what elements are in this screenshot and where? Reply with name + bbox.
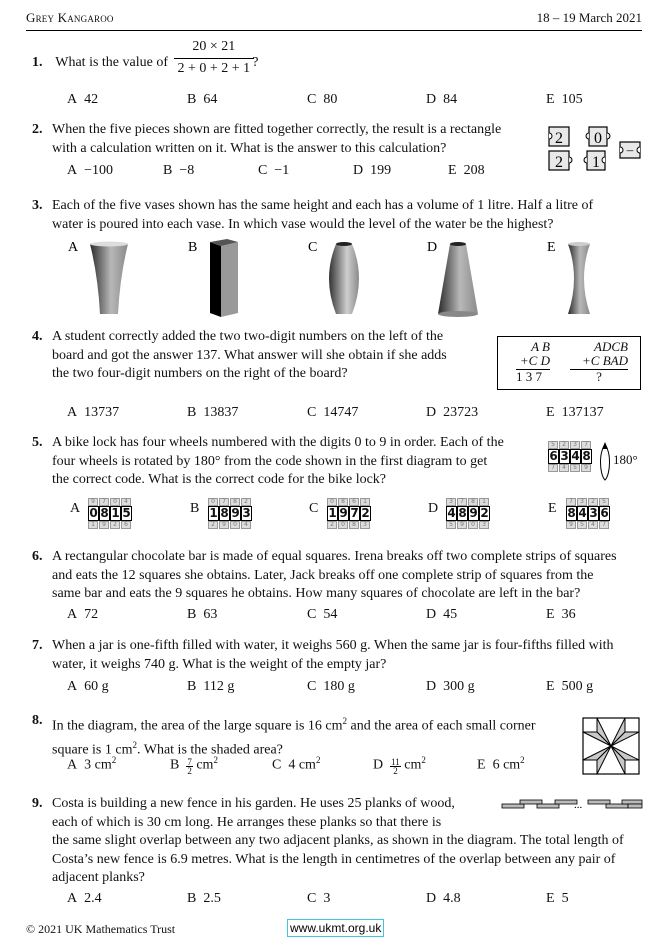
option-c[interactable]: C 80: [307, 92, 338, 107]
lock-digit: 0: [327, 498, 337, 506]
lock-wheels: [70, 498, 132, 529]
puzzle-piece: [549, 127, 569, 147]
lock-wheels: [309, 498, 371, 529]
lock-digit: 9: [99, 521, 109, 529]
lock-digit: 1: [111, 506, 120, 520]
lock-digit: 8: [349, 521, 359, 529]
lock-row-bot: [327, 521, 371, 529]
option-d[interactable]: D 45: [426, 607, 458, 622]
option-e[interactable]: E 137137: [546, 405, 604, 420]
options-q4: [67, 405, 627, 423]
lock-digit: 5: [577, 521, 587, 529]
option-b[interactable]: B 2.5: [187, 891, 221, 906]
competition-date: 18 – 19 March 2021: [536, 10, 642, 25]
lock-digit: 2: [480, 506, 489, 520]
lock-digit: 0: [110, 498, 120, 506]
options-q8: [67, 755, 627, 776]
lock-option-a[interactable]: A 9 7 0 4 0 8 1 5 1 9 2 6: [70, 498, 131, 528]
option-a[interactable]: A 3 $cm^2$: [67, 755, 117, 773]
question-8: [32, 712, 52, 731]
lock-digit: 8: [230, 498, 240, 506]
lock-digit: 3: [589, 506, 598, 520]
lock-digit: 8: [582, 449, 591, 463]
lock-digit: 0: [89, 506, 98, 520]
vase-label-c: C: [308, 240, 318, 255]
question-number: 7.: [32, 638, 43, 653]
vase-a: [90, 244, 128, 314]
question-4: [32, 328, 52, 347]
lock-digit: 8: [458, 506, 467, 520]
question-number: 6.: [32, 549, 43, 564]
option-c[interactable]: C −1: [258, 163, 290, 178]
lock-digit: 9: [88, 498, 98, 506]
lock-digit: 7: [566, 498, 576, 506]
lock-digit: 8: [220, 506, 229, 520]
lock-digit: 1: [360, 498, 370, 506]
option-e[interactable]: E 500 g: [546, 679, 594, 694]
vases-diagram: [60, 236, 620, 318]
option-d[interactable]: D 4.8: [426, 891, 461, 906]
lock-row-mid: [548, 449, 592, 464]
puzzle-piece: [549, 151, 572, 171]
lock-digit: 6: [600, 506, 609, 520]
question-text: In the diagram, the area of the large square is 16 $cm^2$ and the area of each small corner square is 1 $cm^2$. What is the shaded area?: [52, 716, 536, 758]
lock-digit: 4: [578, 506, 587, 520]
lock-digit: 3: [446, 498, 456, 506]
lock-digit: 4: [241, 521, 251, 529]
options-q6: [67, 607, 627, 625]
option-e[interactable]: E 6 $cm^2$: [477, 755, 525, 773]
puzzle-pieces-diagram: [544, 124, 644, 174]
option-e[interactable]: E 208: [448, 163, 485, 178]
lock-digit: 3: [577, 498, 587, 506]
lock-digit: 6: [121, 521, 131, 529]
option-d[interactable]: D 23723: [426, 405, 479, 420]
options-q9: [67, 891, 627, 909]
lock-wheels: [428, 498, 490, 529]
lock-digit: 9: [339, 506, 348, 520]
question-mark: ?: [252, 55, 259, 71]
puzzle-piece: [586, 127, 610, 147]
board-right-line2: +C BAD: [582, 353, 628, 368]
question-1: [32, 39, 259, 78]
lock-digit: 3: [570, 441, 580, 449]
lock-digit: 9: [231, 506, 240, 520]
lock-digit: 2: [361, 506, 370, 520]
vase-label-e: E: [547, 240, 556, 255]
lock-digit: 5: [599, 498, 609, 506]
option-b[interactable]: B $\frac{7}{2}$ $cm^2$: [170, 755, 218, 776]
option-d[interactable]: D 300 g: [426, 679, 475, 694]
lock-digit: 6: [349, 498, 359, 506]
lock-digit: 5: [446, 521, 456, 529]
options-q7: [67, 679, 627, 697]
option-b[interactable]: B 64: [187, 92, 218, 107]
copyright: © 2021 UK Mathematics Trust: [26, 922, 176, 936]
lock-row-bot: [446, 521, 490, 529]
lock-digit: 0: [208, 498, 218, 506]
star-square-diagram: [582, 717, 642, 777]
lock-digit: 8: [338, 498, 348, 506]
lock-digit: 5: [548, 441, 558, 449]
option-d[interactable]: D 199: [353, 163, 392, 178]
board-left-line2: +C D: [519, 353, 550, 368]
lock-digit: 1: [328, 506, 337, 520]
lock-digit: 9: [219, 521, 229, 529]
svg-text:2: 2: [555, 130, 563, 147]
question-text: What is the value of: [55, 55, 168, 71]
option-a[interactable]: A −100: [67, 163, 114, 178]
lock-row-mid: [208, 506, 252, 521]
board-right-result: ?: [570, 369, 628, 384]
lock-digit: 3: [479, 521, 489, 529]
option-b[interactable]: B 112 g: [187, 679, 235, 694]
lock-digit: 4: [588, 521, 598, 529]
lock-digit: 9: [457, 521, 467, 529]
lock-digit: 9: [581, 464, 591, 472]
lock-digit: 2: [208, 521, 218, 529]
lock-row-bot: [208, 521, 252, 529]
question-number: 2.: [32, 122, 43, 137]
vase-label-b: B: [188, 240, 198, 255]
planks-ellipsis: ...: [574, 799, 583, 811]
planks-diagram: [500, 795, 645, 811]
lock-diagram: [548, 441, 592, 474]
question-text: When the five pieces shown are fitted together correctly, the result is a rectangle with a calculation written on it. What is the answer to this calculation?: [52, 122, 502, 156]
option-e[interactable]: E 36: [546, 607, 576, 622]
lock-digit: 7: [457, 498, 467, 506]
option-a[interactable]: A 60 g: [67, 679, 109, 694]
question-3: [32, 197, 52, 216]
option-c[interactable]: C 4 $cm^2$: [272, 755, 321, 773]
lock-digit: 8: [468, 498, 478, 506]
lock-row-top: [88, 498, 132, 506]
lock-digit: 0: [338, 521, 348, 529]
lock-option-b[interactable]: B 0 7 8 2 1 8 9 3 2 9 0 4: [190, 498, 251, 528]
lock-digit: 7: [219, 498, 229, 506]
question-6: [32, 548, 52, 567]
board-left-line1: A B: [531, 339, 550, 354]
option-c[interactable]: C 54: [307, 607, 338, 622]
lock-digit: 4: [559, 464, 569, 472]
lock-digit: 2: [241, 498, 251, 506]
options-q2: [67, 163, 627, 181]
vase-b: [210, 239, 238, 317]
option-e[interactable]: E 5: [546, 891, 569, 906]
options-q1: [67, 92, 627, 110]
option-b[interactable]: B −8: [163, 163, 195, 178]
lock-digit: 0: [230, 521, 240, 529]
ukmt-link[interactable]: www.ukmt.org.uk: [287, 919, 384, 937]
option-c[interactable]: C 14747: [307, 405, 359, 420]
vase-d: [438, 244, 478, 314]
lock-row-mid: [327, 506, 371, 521]
option-c[interactable]: C 3: [307, 891, 331, 906]
svg-text:1: 1: [592, 154, 600, 171]
rotation-label: 180°: [613, 452, 638, 467]
question-2: [32, 121, 52, 140]
vase-label-a: A: [68, 240, 79, 255]
competition-title: Grey Kangaroo: [26, 10, 114, 25]
lock-row-top: [327, 498, 371, 506]
question-text: A rectangular chocolate bar is made of equal squares. Irena breaks off two complete strips of squares and eats the 12 squares she obtains. Later, Jack breaks off one complete strip of squares from the same bar and eats the 9 squares he obtains. How many squares of chocolate are left in the bar?: [52, 549, 617, 601]
question-number: 1.: [32, 55, 43, 71]
lock-row-top: [566, 498, 610, 506]
lock-digit: 9: [469, 506, 478, 520]
lock-digit: 7: [99, 498, 109, 506]
lock-digit: 7: [548, 464, 558, 472]
lock-wheels: [190, 498, 252, 529]
question-7: [32, 637, 52, 656]
svg-text:–: –: [626, 142, 634, 157]
lock-digit: 8: [100, 506, 109, 520]
lock-digit: 2: [110, 521, 120, 529]
board-right-line1: ADCB: [594, 339, 628, 354]
question-text: When a jar is one-fifth filled with water, it weighs 560 g. When the same jar is four-fifths filled with water, it weighs 740 g. What is the weight of the empty jar?: [52, 638, 614, 672]
fraction-denominator: 2 + 0 + 2 + 1: [177, 60, 251, 76]
vase-label-d: D: [427, 240, 438, 255]
lock-row-mid: [446, 506, 490, 521]
question-text: A bike lock has four wheels numbered with the digits 0 to 9 in order. Each of the four wheels is rotated by 180° from the code shown in the first diagram to get the correct code. What is the correct code for the bike lock?: [52, 435, 504, 487]
option-a[interactable]: A 72: [67, 607, 99, 622]
lock-digit: 3: [242, 506, 251, 520]
option-b[interactable]: B 13837: [187, 405, 239, 420]
svg-text:0: 0: [594, 130, 602, 147]
option-d[interactable]: D 84: [426, 92, 458, 107]
question-number: 9.: [32, 796, 43, 811]
lock-row-mid: [566, 506, 610, 521]
lock-digit: 8: [567, 506, 576, 520]
lock-digit: 4: [571, 449, 580, 463]
lock-row-bot: [548, 464, 592, 472]
lock-digit: 0: [468, 521, 478, 529]
option-b[interactable]: B 63: [187, 607, 218, 622]
option-e[interactable]: E 105: [546, 92, 583, 107]
lock-digit: 5: [570, 464, 580, 472]
lock-digit: 7: [599, 521, 609, 529]
lock-digit: 9: [566, 521, 576, 529]
question-9: [32, 795, 52, 814]
lock-row-top: [548, 441, 592, 449]
option-a[interactable]: A 13737: [67, 405, 120, 420]
lock-row-top: [446, 498, 490, 506]
svg-text:2: 2: [555, 154, 563, 171]
question-number: 4.: [32, 329, 43, 344]
lock-row-top: [208, 498, 252, 506]
rotation-arrow-icon: [597, 440, 613, 484]
option-a[interactable]: A 2.4: [67, 891, 102, 906]
lock-wheels: [548, 498, 610, 529]
question-number: 3.: [32, 198, 43, 213]
puzzle-piece: [584, 151, 605, 171]
lock-option-d[interactable]: D 3 7 8 1 4 8 9 2 5 9 0 3: [428, 498, 489, 528]
puzzle-piece: [620, 142, 640, 158]
fraction-numerator: 20 × 21: [174, 38, 255, 59]
fraction: [174, 38, 255, 78]
lock-digit: 1: [479, 498, 489, 506]
lock-digit: 2: [327, 521, 337, 529]
lock-digit: 4: [447, 506, 456, 520]
option-d[interactable]: D $\frac{11}{2}$ $cm^2$: [373, 755, 426, 776]
question-number: 8.: [32, 713, 43, 728]
lock-digit: 7: [581, 441, 591, 449]
option-a[interactable]: A 42: [67, 92, 99, 107]
vase-c: [329, 244, 359, 314]
lock-digit: 3: [560, 449, 569, 463]
lock-digit: 2: [588, 498, 598, 506]
lock-digit: 1: [88, 521, 98, 529]
question-number: 5.: [32, 435, 43, 450]
lock-digit: 3: [360, 521, 370, 529]
lock-row-bot: [88, 521, 132, 529]
lock-row-mid: [88, 506, 132, 521]
vase-e: [568, 244, 590, 314]
lock-digit: 7: [350, 506, 359, 520]
addition-board: [497, 336, 641, 390]
lock-option-c[interactable]: C 0 8 6 1 1 9 7 2 2 0 8 3: [309, 498, 370, 528]
lock-digit: 2: [559, 441, 569, 449]
lock-digit: 6: [549, 449, 558, 463]
lock-digit: 4: [121, 498, 131, 506]
option-c[interactable]: C 180 g: [307, 679, 355, 694]
question-text: Costa is building a new fence in his garden. He uses 25 planks of wood, each of which is 30 cm long. He arranges these planks so that there is the same slight overlap between any two adjacent planks, as shown in the diagram. The total length of Costa’s new fence is 6.9 metres. What is the length in centimetres of the overlap between any pair of adjacent planks?: [52, 796, 624, 885]
lock-option-e[interactable]: E 7 3 2 5 8 4 3 6 9 5 4 7: [548, 498, 609, 528]
question-text: Each of the five vases shown has the same height and each has a volume of 1 litre. Half a litre of water is poured into each vase. In which vase would the level of the water be the highest?: [52, 198, 594, 232]
lock-wheels: [548, 441, 592, 472]
board-left-result: 1 3 7: [516, 369, 550, 384]
lock-digit: 1: [209, 506, 218, 520]
question-5: [32, 434, 52, 453]
lock-digit: 5: [122, 506, 131, 520]
question-text: A student correctly added the two two-digit numbers on the left of the board and got the answer 137. What answer will she obtain if she adds the two four-digit numbers on the right of the board?: [52, 329, 447, 381]
header-rule: [26, 30, 642, 31]
lock-row-bot: [566, 521, 610, 529]
